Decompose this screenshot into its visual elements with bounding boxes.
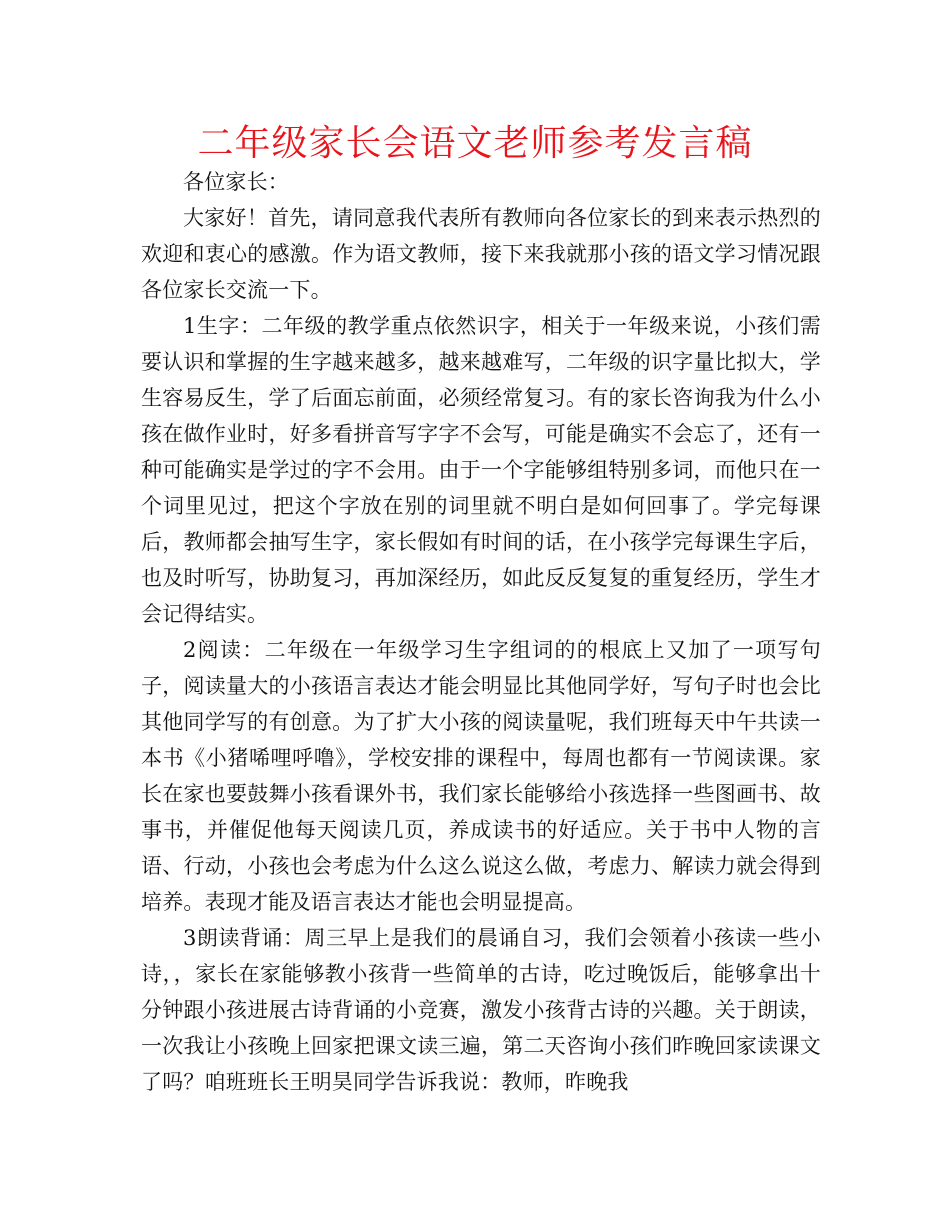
paragraph-intro: 大家好！首先，请同意我代表所有教师向各位家长的到来表示热烈的欢迎和衷心的感激。作为语文教师，接下来我就那小孩的语文学习情况跟各位家长交流一下。 <box>141 206 821 302</box>
paragraph-langdu: 3朗读背诵：周三早上是我们的晨诵自习，我们会领着小孩读一些小诗，，家长在家能够教小孩背一些简单的古诗，吃过晚饭后，能够拿出十分钟跟小孩进展古诗背诵的小竞赛，激发小孩背古诗的兴趣。关于朗读，一次我让小孩晚上回家把课文读三遍，第二天咨询小孩们昨晚回家读课文了吗？咱班班长王明昊同学告诉我说：教师，昨晚我 <box>141 926 821 1094</box>
document-body <box>141 164 821 1100</box>
paragraph-greeting: 各位家长： <box>183 170 289 194</box>
paragraph-yuedu: 2阅读：二年级在一年级学习生字组词的的根底上又加了一项写句子，阅读量大的小孩语言表达才能会明显比其他同学好，写句子时也会比其他同学写的有创意。为了扩大小孩的阅读量呢，我们班每天中午共读一本书《小猪唏哩呼噜》，学校安排的课程中，每周也都有一节阅读课。家长在家也要鼓舞小孩看课外书，我们家长能够给小孩选择一些图画书、故事书，并催促他每天阅读几页，养成读书的好适应。关于书中人物的言语、行动，小孩也会考虑为什么这么说这么做，考虑力、解读力就会得到培养。表现才能及语言表达才能也会明显提高。 <box>141 638 821 914</box>
paragraph-shengzi: 1生字：二年级的教学重点依然识字，相关于一年级来说，小孩们需要认识和掌握的生字越来越多，越来越难写，二年级的识字量比拟大，学生容易反生，学了后面忘前面，必须经常复习。有的家长咨询我为什么小孩在做作业时，好多看拼音写字字不会写，可能是确实不会忘了，还有一种可能确实是学过的字不会用。由于一个字能够组特别多词，而他只在一个词里见过，把这个字放在别的词里就不明白是如何回事了。学完每课后，教师都会抽写生字，家长假如有时间的话，在小孩学完每课生字后，也及时听写，协助复习，再加深经历，如此反反复复的重复经历，学生才会记得结实。 <box>141 314 821 626</box>
document-title: 二年级家长会语文老师参考发言稿 <box>197 123 753 164</box>
